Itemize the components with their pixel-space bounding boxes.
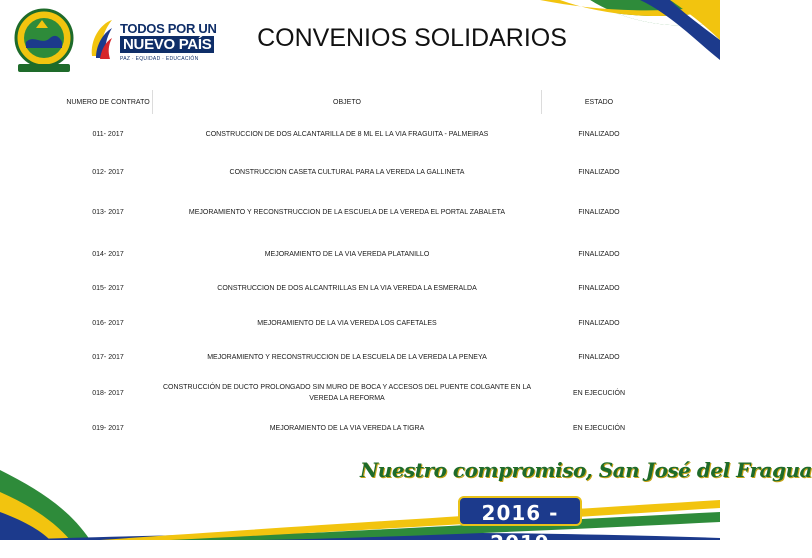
cell-numero: 018- 2017 — [92, 389, 124, 397]
brand-mark-icon — [88, 18, 114, 60]
brand-line-3: PAZ · EQUIDAD · EDUCACIÓN — [120, 56, 199, 62]
cell-estado: FINALIZADO — [578, 319, 620, 327]
cell-numero: 011- 2017 — [92, 130, 124, 138]
table-row — [64, 381, 656, 405]
cell-numero: 013- 2017 — [92, 208, 124, 216]
table-row — [64, 164, 656, 180]
cell-numero: 017- 2017 — [92, 353, 124, 361]
column-header-numero: NUMERO DE CONTRATO — [66, 98, 150, 106]
table-row — [64, 315, 656, 331]
cell-objeto: CONSTRUCCION CASETA CULTURAL PARA LA VEREDA LA GALLINETA — [229, 168, 465, 176]
table-header-row — [64, 90, 656, 114]
cell-objeto: CONSTRUCCION DE DOS ALCANTRILLAS EN LA VIA VEREDA LA ESMERALDA — [217, 284, 477, 292]
years-badge: 2016 - 2019 — [458, 496, 582, 526]
page-title: CONVENIOS SOLIDARIOS — [257, 24, 567, 52]
cell-numero: 012- 2017 — [92, 168, 124, 176]
cell-objeto: MEJORAMIENTO DE LA VIA VEREDA PLATANILLO — [264, 250, 430, 258]
cell-estado: FINALIZADO — [578, 208, 620, 216]
cell-estado: FINALIZADO — [578, 130, 620, 138]
cell-objeto: MEJORAMIENTO DE LA VIA VEREDA LOS CAFETALES — [257, 319, 437, 327]
table-row — [64, 280, 656, 296]
table-row — [64, 349, 656, 365]
todos-por-un-nuevo-pais-logo — [88, 18, 217, 68]
column-header-estado: ESTADO — [584, 98, 614, 106]
cell-objeto: MEJORAMIENTO DE LA VIA VEREDA LA TIGRA — [269, 424, 425, 432]
cell-estado: EN EJECUCIÓN — [572, 424, 626, 432]
cell-numero: 014- 2017 — [92, 250, 124, 258]
cell-numero: 015- 2017 — [92, 284, 124, 292]
cell-estado: FINALIZADO — [578, 284, 620, 292]
cell-objeto: CONSTRUCCION DE DOS ALCANTARILLA DE 8 ML EL LA VIA FRAGUITA - PALMEIRAS — [205, 130, 489, 138]
table-row — [64, 420, 656, 436]
table-row — [64, 246, 656, 262]
column-header-objeto: OBJETO — [152, 90, 542, 114]
cell-objeto: MEJORAMIENTO Y RECONSTRUCCION DE LA ESCUELA DE LA VEREDA EL PORTAL ZABALETA — [188, 208, 506, 216]
cell-estado: FINALIZADO — [578, 250, 620, 258]
table-row — [64, 204, 656, 220]
table-row — [64, 126, 656, 142]
cell-estado: FINALIZADO — [578, 168, 620, 176]
slogan-text: Nuestro compromiso, San José del Fragua — [360, 458, 812, 482]
cell-estado: EN EJECUCIÓN — [572, 389, 626, 397]
municipal-seal-logo — [12, 8, 76, 74]
brand-line-1: TODOS POR UN — [120, 21, 217, 36]
cell-numero: 016- 2017 — [92, 319, 124, 327]
cell-estado: FINALIZADO — [578, 353, 620, 361]
cell-objeto: MEJORAMIENTO Y RECONSTRUCCION DE LA ESCUELA DE LA VEREDA LA PENEYA — [207, 353, 487, 361]
cell-numero: 019- 2017 — [92, 424, 124, 432]
cell-objeto: CONSTRUCCIÓN DE DUCTO PROLONGADO SIN MURO DE BOCA Y ACCESOS DEL PUENTE COLGANTE EN LA VEREDA LA REFORMA — [162, 384, 532, 402]
brand-line-2: NUEVO PAÍS — [120, 36, 214, 53]
